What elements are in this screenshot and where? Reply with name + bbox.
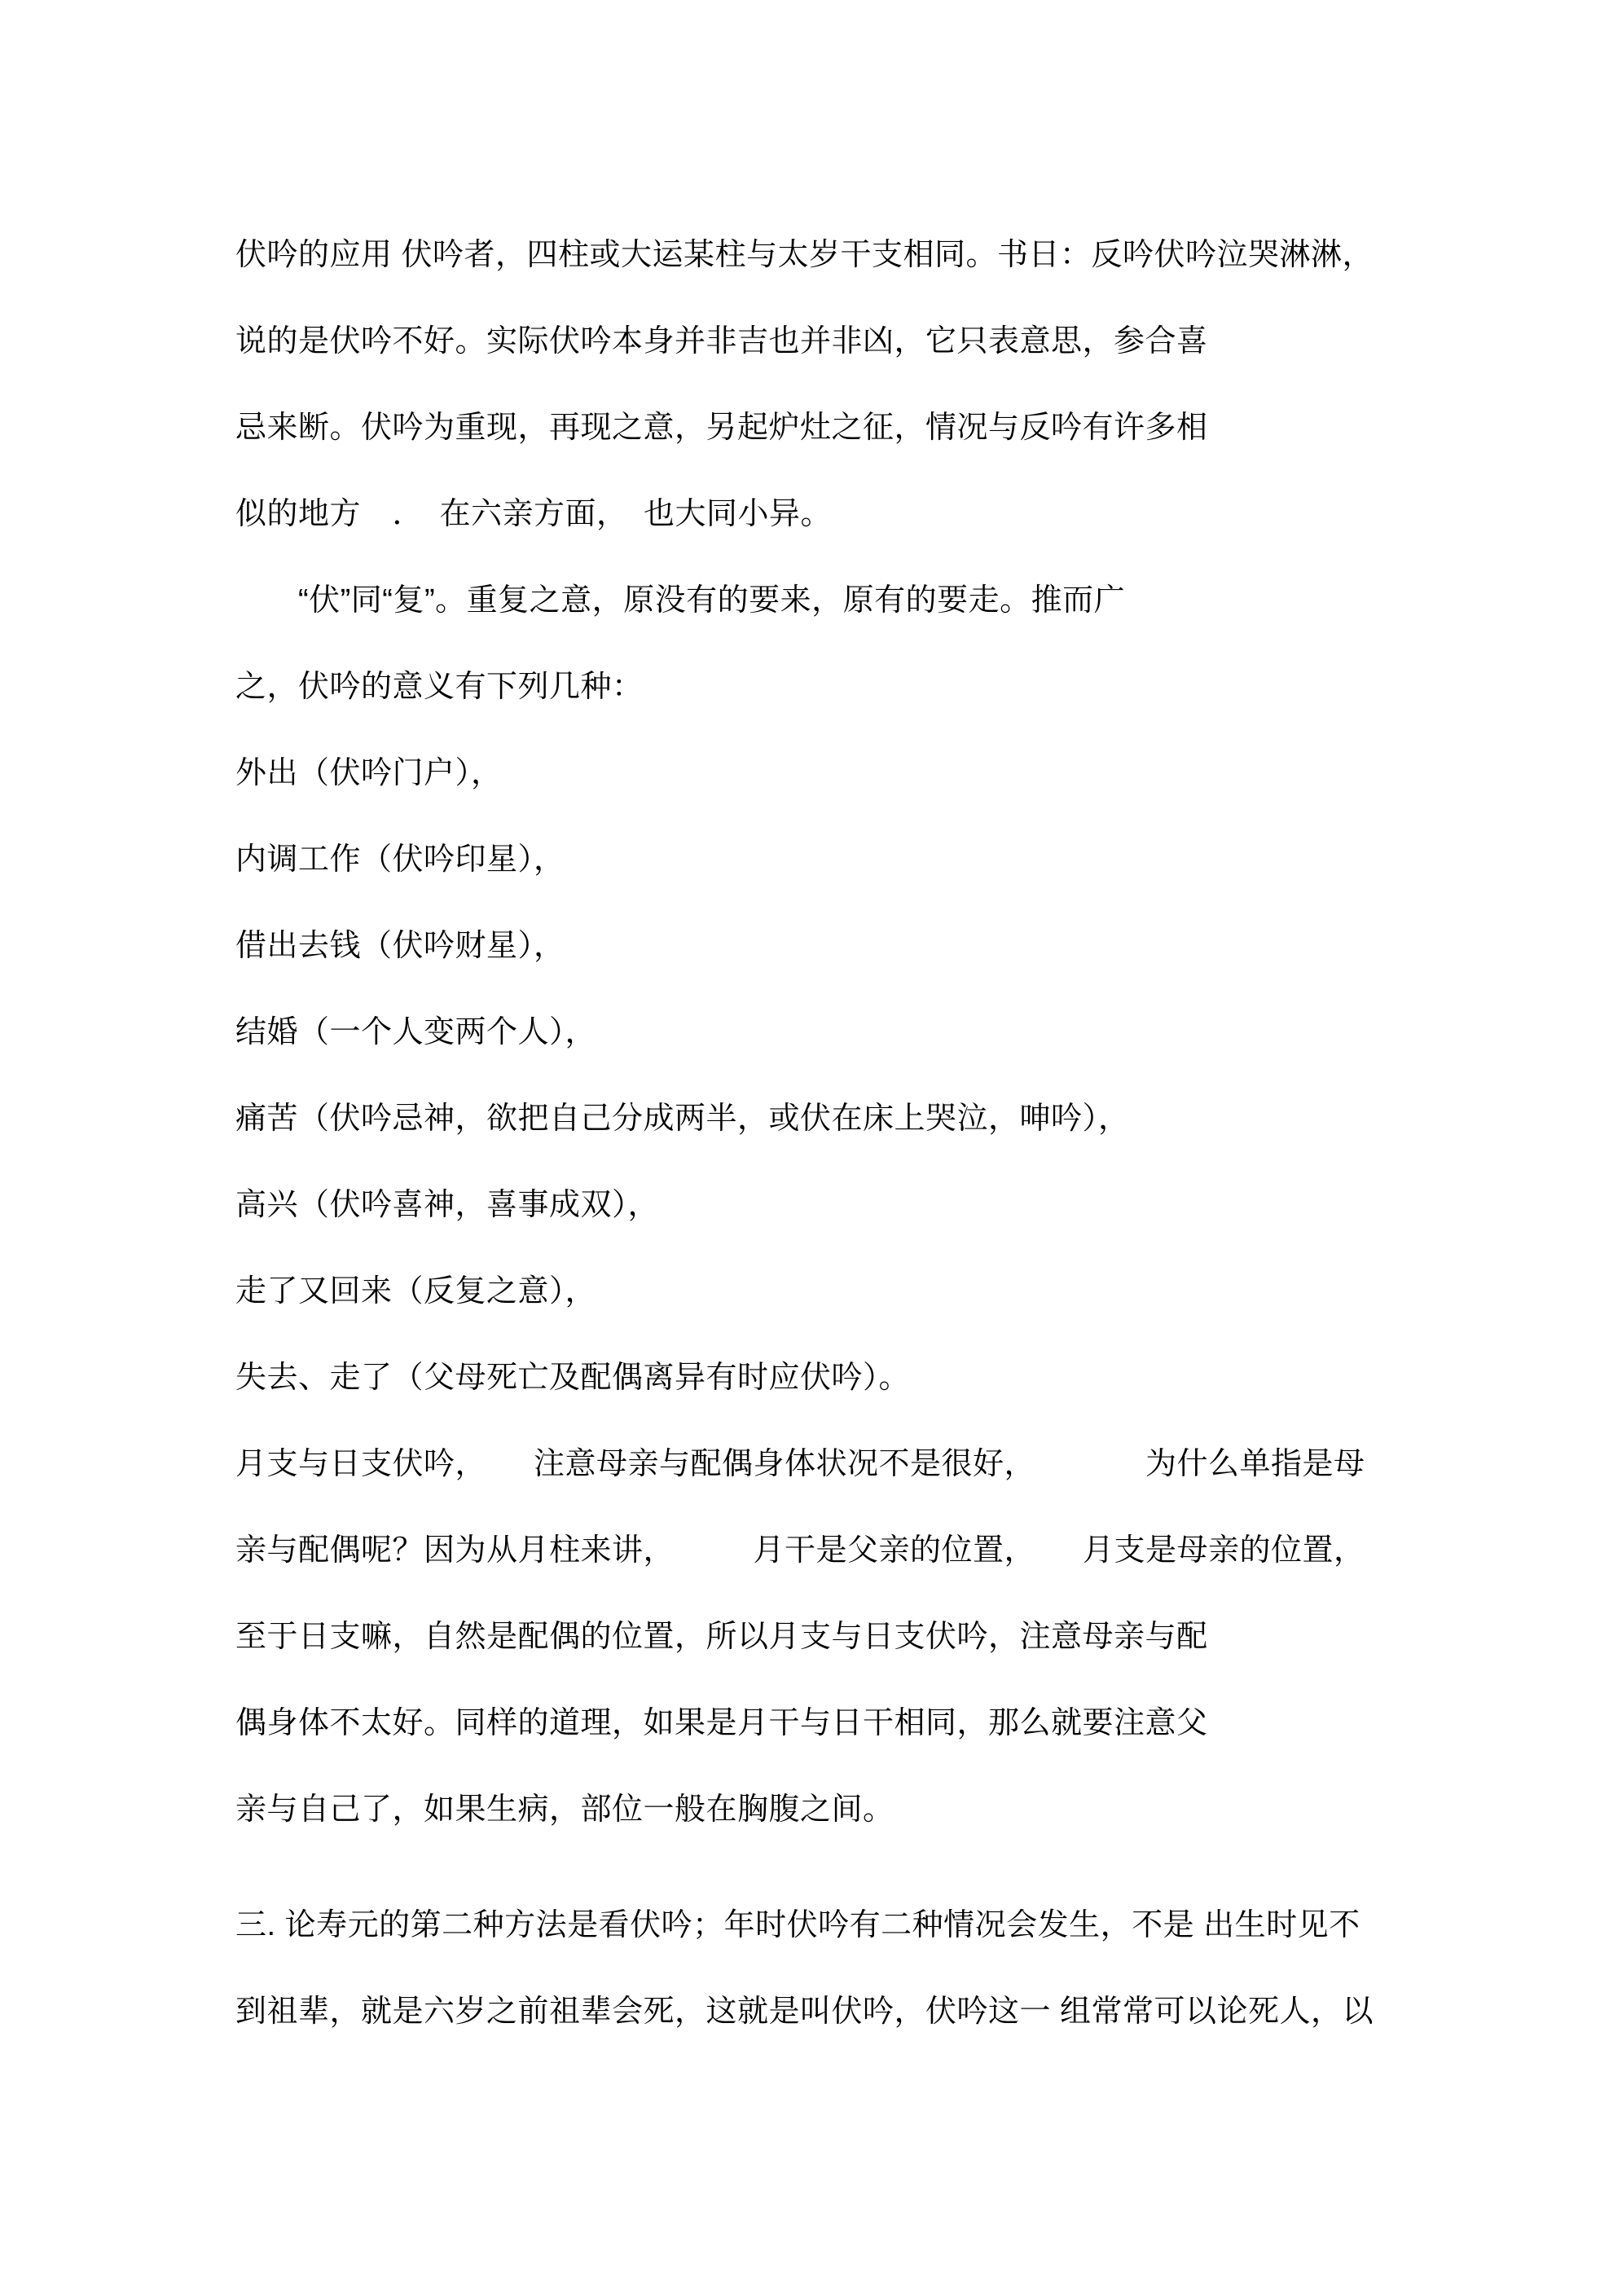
text-line-16: 亲与配偶呢？因为从月柱来讲， 月干是父亲的位置， 月支是母亲的位置，: [235, 1533, 1365, 1568]
text-line-21: 到祖辈，就是六岁之前祖辈会死，这就是叫伏吟，伏吟这一 组常常可以论死人，以: [235, 1995, 1374, 2029]
text-line-7: 外出（伏吟门户），: [235, 756, 503, 790]
document-body: [235, 212, 1402, 2055]
text-line-18: 偶身体不太好。同样的道理，如果是月干与日干相同，那么就要注意父: [235, 1706, 1208, 1740]
text-line-17: 至于日支嘛，自然是配偶的位置，所以月支与日支伏吟，注意母亲与配: [235, 1620, 1208, 1654]
text-line-4: 似的地方 ． 在六亲方面， 也大同小异。: [235, 497, 833, 531]
text-line-8: 内调工作（伏吟印星），: [235, 842, 565, 877]
text-line-10: 结婚（一个人变两个人），: [235, 1015, 597, 1049]
text-line-5: “伏”同“复”。重复之意，原没有的要来，原有的要走。推而广: [235, 583, 1126, 618]
text-line-14: 失去、走了（父母死亡及配偶离异有时应伏吟）。: [235, 1361, 911, 1395]
text-line-1: 伏吟的应用 伏吟者，四柱或大运某柱与太岁干支相同。书日：反吟伏吟泣哭淋淋，: [235, 238, 1374, 272]
text-line-19: 亲与自己了，如果生病，部位一般在胸腹之间。: [235, 1792, 895, 1827]
text-line-12: 高兴（伏吟喜神，喜事成双），: [235, 1188, 660, 1222]
text-line-9: 借出去钱（伏吟财星），: [235, 929, 565, 963]
text-line-15: 月支与日支伏吟， 注意母亲与配偶身体状况不是很好， 为什么单指是母: [235, 1447, 1365, 1481]
text-line-11: 痛苦（伏吟忌神，欲把自己分成两半，或伏在床上哭泣，呻吟），: [235, 1102, 1130, 1136]
text-line-2: 说的是伏吟不好。实际伏吟本身并非吉也并非凶，它只表意思，参合喜: [235, 324, 1208, 358]
text-line-20: 三. 论寿元的第二种方法是看伏吟；年时伏吟有二种情况会发生，不是 出生时见不: [235, 1908, 1360, 1942]
text-line-6: 之，伏吟的意义有下列几种：: [235, 670, 644, 704]
text-line-13: 走了又回来（反复之意），: [235, 1274, 597, 1309]
text-line-3: 忌来断。伏吟为重现，再现之意，另起炉灶之征，情况与反吟有许多相: [235, 411, 1208, 445]
